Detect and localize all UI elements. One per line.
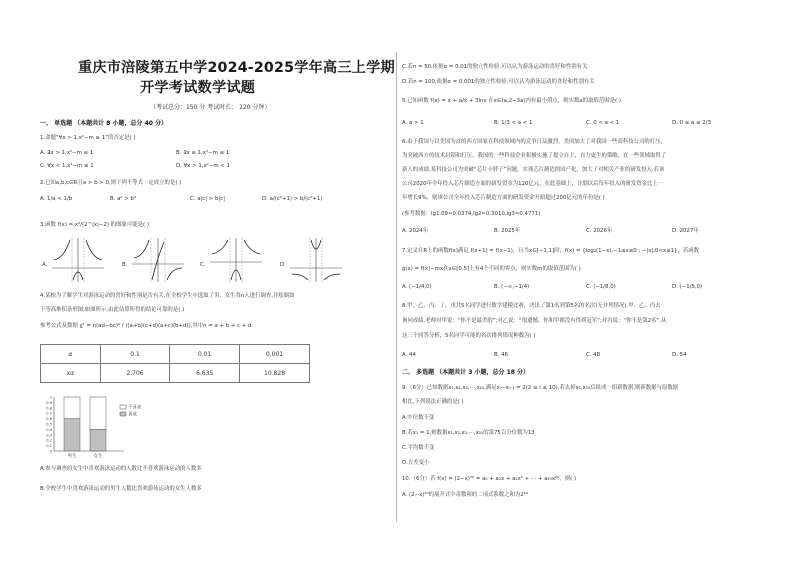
table-cell: xα <box>41 364 101 383</box>
question-8-line3: 这三个回答分析，5名同学可能的名次排列情况种数为( ) <box>402 333 536 339</box>
table-cell: 0.01 <box>170 345 240 364</box>
legend-swatch-like <box>120 412 126 416</box>
q3-option-d-label: D. <box>280 262 286 268</box>
q4-formula: 参考公式及数据 χ² = n(ad−bc)² / ((a+b)(c+d)(a+c)(b+d)),其中n = a + b + c + d <box>40 323 252 329</box>
page-title: 重庆市涪陵第五中学2024-2025学年高三上学期 <box>78 60 395 76</box>
question-8-line1: 8.甲、乙、丙、丁、戊共5名同学进行数学建模比赛，决出了第1名到第5名的名次(无并列情况).甲、乙、丙去 <box>402 303 661 309</box>
question-6-line2: 为突破西方的技术封锁和打压，我国的一些科技企业积极实施了提立自主，自力更生的策略，在一些领域取得了 <box>402 153 667 159</box>
q2-option-a: A. 1/a < 1/b <box>40 196 73 202</box>
critical-value-table <box>40 344 310 383</box>
q3-graph-b-icon <box>132 238 184 282</box>
question-3: 3.函数 f(x) = x²/(2^|x|−2) 的图象可能是( ) <box>40 222 149 228</box>
q3-graph-a-icon <box>52 238 104 282</box>
bar-不喜欢 <box>64 397 80 419</box>
q3-option-c-label: C. <box>200 262 206 268</box>
q10-option-a: A. (2−x)²⁰的展开式中奇数项的二项式系数之和为2¹⁹ <box>402 492 529 498</box>
q9-option-b: B.若x₁ = 1,则数据x₁,x₂,x₃,⋯,x₁₀的第75百分位数为13 <box>402 430 535 436</box>
question-7-line2: g(x) = f(x)−mx在x∈[0,5]上有4个不同的零点，则实数m的取值范围为( ) <box>402 266 581 272</box>
q9-option-c: C.平均数不变 <box>402 445 435 451</box>
q1-option-d: D. ∀x > 1,x²−m < 1 <box>176 163 231 169</box>
question-9-line2: 相比,下列说法正确的是( ) <box>402 399 464 405</box>
bar-不喜欢 <box>90 397 106 429</box>
q3-graph-d-icon <box>290 238 342 282</box>
q4-option-a: A.参与调查的女生中喜欢游泳运动的人数比不喜欢游泳运动的人数多 <box>40 466 202 472</box>
legend-swatch-dislike <box>120 405 126 409</box>
q8-option-b: B. 46 <box>494 352 508 358</box>
table-row <box>41 364 310 383</box>
q7-option-d: D. (−1/5,0) <box>672 284 703 290</box>
q9-option-d: D.方差变小 <box>402 460 430 466</box>
bar-喜欢 <box>64 419 80 451</box>
page-subtitle: 开学考试数学试题 <box>140 80 256 96</box>
q6-option-d: D. 2027年 <box>672 228 699 234</box>
q4-option-b: B.全校学生中喜欢游泳运动的男生人数比喜欢游泳运动的女生人数多 <box>40 486 202 492</box>
x-tick-label: 女生 <box>93 454 103 459</box>
y-tick-label: 1 <box>49 395 52 400</box>
legend-label-like: 喜欢 <box>128 412 137 418</box>
table-cell: 10.828 <box>240 364 310 383</box>
question-4: 4.某校为了解学生对游泳运动的喜好和性别是否有关,在全校学生中选取了男、女生各n人进行调查,并绘制如 <box>40 293 295 299</box>
question-6-line1: 6.由于我国与以美国为首的西方国家在科技领域内的竞争日益激烈，美国加大了对我国一些高科技公司的打压， <box>402 139 666 145</box>
exam-meta: （考试总分：150 分 考试时长： 120 分钟） <box>150 104 271 111</box>
y-tick-label: 0.6 <box>46 417 52 422</box>
table-cell: 0.1 <box>100 345 170 364</box>
q2-option-b: B. a² > b² <box>110 196 137 202</box>
section-multi-choice: 二、 多选题 （本题共计 3 小题，总分 18 分） <box>402 369 530 376</box>
question-4-cont: 下等高堆积条形图,如图所示,由此估算所得的结论可靠的是( ) <box>40 307 185 313</box>
question-10: 10.（6分）若 f(x) = (2−x)²⁰ = a₀ + a₁x + a₂x² + ⋯ + a₂₀x²⁰，则( ) <box>402 476 577 482</box>
q6-reference-data: (参考数据：lg1.09≈0.0374,lg2≈0.3010,lg3≈0.4771) <box>402 211 541 217</box>
question-6-line4: 公司2020年全年投入芯片制造方面的研发资金为120亿元，在此基础上，计划以后每年投入的研发资金比上一 <box>402 181 664 187</box>
table-cell: 0.001 <box>240 345 310 364</box>
question-5: 5.已知函数 f(x) = x + a/x + 3lnx 在x∈(a,2−3a)内有最小值点，则实数a的取值范围是( ) <box>402 98 621 104</box>
question-1: 1.命题“∀x > 1,x²−m ≥ 1”的否定是( ) <box>40 135 136 141</box>
y-tick-label: 0.8 <box>46 406 52 411</box>
q5-option-d: D. 0 ≤ a ≤ 2/3 <box>672 120 711 126</box>
q7-option-c: C. (−1/8,0) <box>586 284 616 290</box>
q1-option-c: C. ∀x < 1,x²−m ≤ 1 <box>40 163 94 169</box>
q2-option-c: C. a|c| > b|c| <box>190 196 226 202</box>
table-cell: 6.635 <box>170 364 240 383</box>
x-tick-label: 男生 <box>67 454 77 459</box>
question-6-line3: 新人的成绩.某科技公司为突破“芯片卡脖子”问题，实现芯片制造的国产化，加大了对相关产业的研发投入.若该 <box>402 167 665 173</box>
q4-option-c: C.若n = 50,依据α = 0.01的独立性检验,可以认为游泳运动的喜好和性别有关 <box>402 64 588 70</box>
y-tick-label: 0.5 <box>46 422 52 427</box>
bar-喜欢 <box>90 429 106 451</box>
q6-option-a: A. 2024年 <box>402 228 429 234</box>
q3-graph-c-icon <box>210 238 262 282</box>
question-9-line1: 9.（6分）已知数据x₁,x₂,x₃,⋯,x₁₀,满足xᵢ−xᵢ₋₁ = 2(2 ≤ i ≤ 10),若去掉x₁,x₁₀后组成一组新数据,则新数据与原数据 <box>402 385 679 391</box>
table-cell: 2.706 <box>100 364 170 383</box>
q6-option-b: B. 2025年 <box>494 228 521 234</box>
q8-option-a: A. 44 <box>402 352 416 358</box>
y-tick-label: 0.2 <box>46 438 52 443</box>
legend-label-dislike: 不喜欢 <box>128 405 142 411</box>
q8-option-c: C. 48 <box>586 352 601 358</box>
q2-option-d: D. a/(c²+1) > b/(c²+1) <box>262 196 323 202</box>
q5-option-a: A. a > 1 <box>402 120 424 126</box>
q6-option-c: C. 2026年 <box>586 228 613 234</box>
question-8-line2: 询问成绩,老师对甲说：“你不是最差的”;对乙说：“很遗憾，你和甲都没有得到冠军”;对丙说：“你不是第2名”.从 <box>402 318 667 324</box>
question-6-line5: 年增长9%，则该公司全年投入芯片制造方面的研发资金开始超过200亿元的年份是( ) <box>402 195 605 201</box>
q8-option-d: D. 54 <box>672 352 687 358</box>
q4-option-d: D.若n = 100,依据α = 0.001的独立性检验,可以认为游泳运动的喜好和性别有关 <box>402 79 595 85</box>
q7-option-b: B. (−∞,−1/4) <box>494 284 530 290</box>
y-tick-label: 0.4 <box>46 427 52 432</box>
q3-option-a-label: A. <box>42 262 48 268</box>
question-7-line1: 7.定义在R上的函数f(x)满足 f(x+1) = f(x−1)，且当x∈[−1,1]时，f(x) = {log₂(1−x),−1≤x≤0 ; −|x|,0<x≤1}，若函数 <box>402 248 700 254</box>
y-tick-label: 0.7 <box>46 411 52 416</box>
table-cell: α <box>41 345 101 364</box>
y-tick-label: 0.9 <box>46 400 52 405</box>
q3-option-b-label: B. <box>122 262 128 268</box>
q7-option-a: A. (−1/4,0) <box>402 284 432 290</box>
section-single-choice: 一、 单选题 （本题共计 8 小题，总分 40 分） <box>40 120 168 127</box>
q5-option-b: B. 1/3 < a < 1 <box>494 120 533 126</box>
gender-preference-chart <box>40 393 180 463</box>
column-divider <box>396 52 397 522</box>
q5-option-c: C. 0 < a < 1 <box>586 120 620 126</box>
q1-option-b: B. ∃x ≤ 1,x²−m ≤ 1 <box>176 150 230 156</box>
q1-option-a: A. ∃x > 1,x²−m ≤ 1 <box>40 150 94 156</box>
table-row <box>41 345 310 364</box>
q9-option-a: A.中位数不变 <box>402 415 435 421</box>
y-tick-label: 0.1 <box>46 444 52 449</box>
y-tick-label: 0.3 <box>46 433 52 438</box>
question-2: 2.已知a,b,c∈R且a > b > 0,则下列不等式一定成立的是( ) <box>40 180 182 186</box>
y-tick-label: 0 <box>49 449 52 454</box>
